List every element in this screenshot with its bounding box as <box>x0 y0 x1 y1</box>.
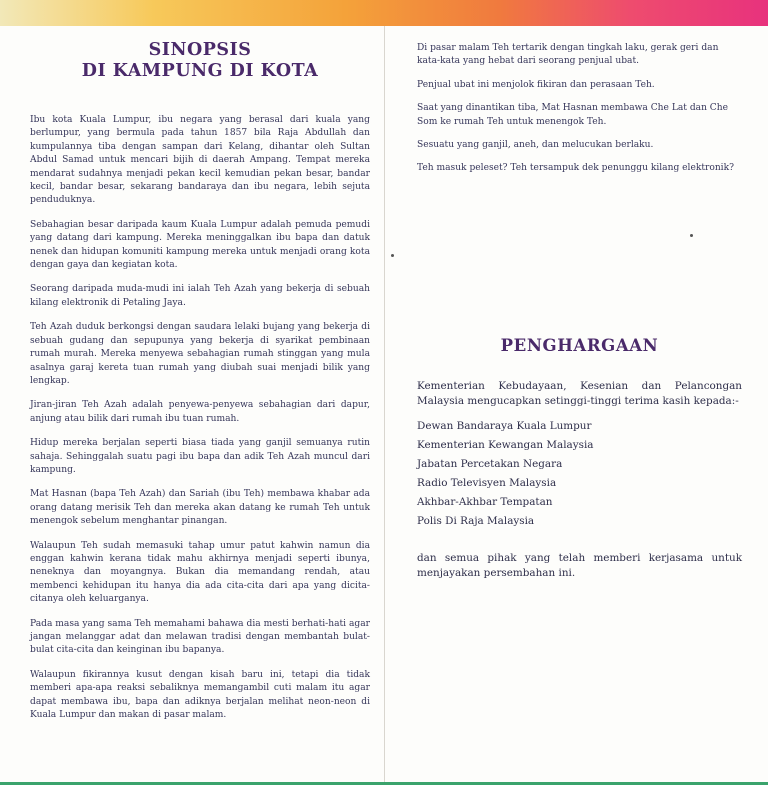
acknowledgement-item: Polis Di Raja Malaysia <box>417 515 535 527</box>
left-page <box>30 40 370 733</box>
title-line-1: SINOPSIS <box>148 40 252 60</box>
title-line-2: DI KAMPUNG DI KOTA <box>81 61 319 81</box>
synopsis-continued-paragraph: Saat yang dinantikan tiba, Mat Hasnan membawa Che Lat dan Che Som ke rumah Teh untuk menengok Teh. <box>417 103 729 127</box>
page-fold <box>384 26 385 785</box>
acknowledgement-intro: Kementerian Kebudayaan, Kesenian dan Pelancongan Malaysia mengucapkan setinggi-tinggi terima kasih kepada:- <box>417 380 742 407</box>
acknowledgement-item: Dewan Bandaraya Kuala Lumpur <box>417 420 592 432</box>
synopsis-paragraph: Teh Azah duduk berkongsi dengan saudara lelaki bujang yang bekerja di sebuah gudang dan sepupunya yang bekerja di syarikat pembinaan rumah murah. Mereka menyewa sebahagian rumah stinggan yang mula asalnya garaj kereta tuan rumah yang diubah suai menjadi bilik yang lengkap. <box>30 322 370 386</box>
synopsis-paragraph: Sebahagian besar daripada kaum Kuala Lumpur adalah pemuda pemudi yang datang dari kampung. Mereka meninggalkan ibu bapa dan datuk nenek dan hidupan komuniti kampung mereka untuk menjadi orang kota dengan gaya dan kegiatan kota. <box>30 219 370 271</box>
acknowledgement-item: Radio Televisyen Malaysia <box>417 477 557 489</box>
synopsis-title <box>30 40 370 82</box>
synopsis-paragraph: Walaupun Teh sudah memasuki tahap umur patut kahwin namun dia enggan kahwin kerana tidak mahu akhirnya menjadi seperti ibunya, neneknya dan moyangnya. Bukan dia memandang rendah, atau membenci kehidupan itu hanya dia ada cita-cita dari apa yang dicita-citanya oleh keluarganya. <box>30 540 370 605</box>
print-speck <box>690 234 693 237</box>
acknowledgement-title: PENGHARGAAN <box>500 336 659 355</box>
synopsis-continued-paragraph: Sesuatu yang ganjil, aneh, dan melucukan berlaku. <box>417 140 654 151</box>
acknowledgement-item: Akhbar-Akhbar Tempatan <box>417 496 553 508</box>
synopsis-continued-paragraph: Teh masuk peleset? Teh tersampuk dek penunggu kilang elektronik? <box>417 163 734 174</box>
synopsis-paragraph: Seorang daripada muda-mudi ini ialah Teh Azah yang bekerja di sebuah kilang elektronik di Petaling Jaya. <box>30 284 370 308</box>
synopsis-paragraph: Jiran-jiran Teh Azah adalah penyewa-penyewa sebahagian dari dapur, anjung atau bilik dari rumah ibu tuan rumah. <box>30 400 370 424</box>
synopsis-continued-paragraph: Di pasar malam Teh tertarik dengan tingkah laku, gerak geri dan kata-kata yang hebat dari seorang penjual ubat. <box>417 43 719 67</box>
synopsis-continued-paragraph: Penjual ubat ini menjolok fikiran dan perasaan Teh. <box>417 79 655 90</box>
acknowledgement-item: Jabatan Percetakan Negara <box>417 458 563 470</box>
right-page-synopsis <box>417 42 742 186</box>
synopsis-paragraph: Hidup mereka berjalan seperti biasa tiada yang ganjil semuanya rutin sahaja. Sehinggalah suatu pagi ibu bapa dan adik Teh Azah muncul dari kampung. <box>30 438 370 475</box>
synopsis-paragraph: Ibu kota Kuala Lumpur, ibu negara yang berasal dari kuala yang berlumpur, yang bermula pada tahun 1857 bila Raja Abdullah dan kumpulannya tiba dengan sampan dari Kelang, dihantar oleh Sultan Abdul Samad untuk mencari bijih di daerah Ampang. Tempat mereka mendarat sudahnya menjadi pekan kecil kemudian pekan besar, bandar kecil, bandar besar, sekarang bandaraya dan ibu negara, lebih sejuta penduduknya. <box>30 115 370 206</box>
synopsis-paragraph: Pada masa yang sama Teh memahami bahawa dia mesti berhati-hati agar jangan melanggar adat dan melawan tradisi dengan membantah bulat-bulat cita-cita dan keinginan ibu bapanya. <box>30 618 370 656</box>
print-speck <box>391 254 394 257</box>
acknowledgement-list <box>417 419 742 529</box>
synopsis-paragraph: Walaupun fikirannya kusut dengan kisah baru ini, tetapi dia tidak memberi apa-apa reaksi sebaliknya memangambil cuti malam itu agar dapat membawa ibu, bapa dan adiknya berjalan melihat neon-neon di Kuala Lumpur dan makan di pasar malam. <box>30 669 370 721</box>
acknowledgement-item: Kementerian Kewangan Malaysia <box>417 439 594 451</box>
acknowledgement-section <box>417 338 742 581</box>
synopsis-paragraph: Mat Hasnan (bapa Teh Azah) dan Sariah (ibu Teh) membawa khabar ada orang datang merisik Teh dan mereka akan datang ke rumah Teh untuk menengok sebelum menghantar pinangan. <box>30 489 370 527</box>
acknowledgement-closing: dan semua pihak yang telah memberi kerjasama untuk menjayakan persembahan ini. <box>417 552 742 579</box>
top-gradient-bar <box>0 0 768 26</box>
